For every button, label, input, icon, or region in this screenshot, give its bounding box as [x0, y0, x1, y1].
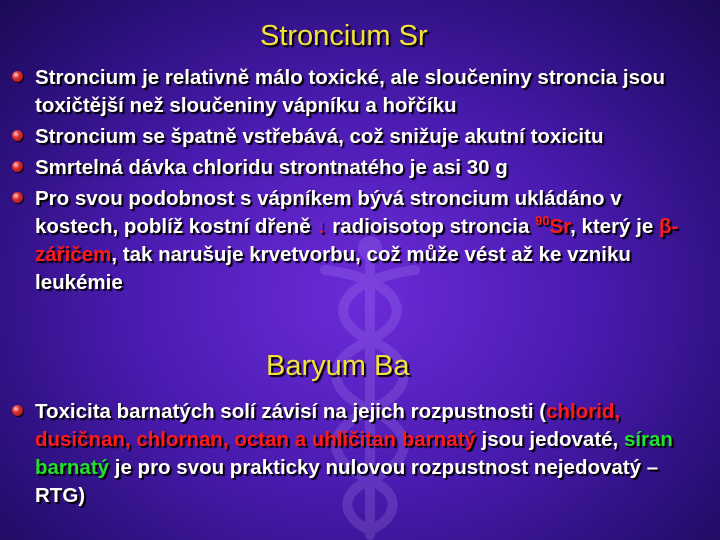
title-strontium: Stroncium Sr	[260, 20, 428, 52]
strontium-point-4-d: , který je	[570, 215, 659, 238]
bullet-icon	[12, 192, 23, 203]
bullet-icon	[12, 130, 23, 141]
beta-emitter-term: β-zářičem	[35, 215, 679, 266]
barium-point-a: Toxicita barnatých solí závisí na jejich rozpustnosti (	[35, 400, 547, 423]
strontium-point-4-b: radioisotop stroncia	[326, 215, 536, 238]
strontium-point-2: Stroncium se špatně vstřebává, což snižuje akutní toxicitu	[35, 125, 604, 148]
bullet-icon	[12, 405, 23, 416]
barium-sulfate: síran barnatý	[35, 428, 673, 479]
list-item	[0, 398, 680, 510]
down-arrow-icon: ↓	[316, 215, 327, 238]
toxic-salts: chlorid, dusičnan, chlornan, octan a uhličitan barnatý	[35, 400, 621, 451]
barium-point-c: je pro svou prakticky nulovou rozpustnost nejedovatý – RTG)	[35, 456, 659, 507]
title-barium: Baryum Ba	[266, 350, 410, 382]
strontium-point-4-e: , tak narušuje krvetvorbu, což může vést až ke vzniku leukémie	[35, 243, 631, 294]
isotope-symbol: Sr	[549, 215, 571, 238]
barium-list	[0, 398, 680, 513]
bullet-icon	[12, 161, 23, 172]
strontium-point-4-a: Pro svou podobnost s vápníkem bývá stroncium ukládáno v kostech, poblíž kostní dřeně	[35, 187, 622, 238]
strontium-list	[0, 64, 680, 300]
list-item	[0, 64, 680, 120]
list-item	[0, 154, 680, 182]
isotope-mass-number: 90	[535, 213, 550, 229]
strontium-point-3: Smrtelná dávka chloridu strontnatého je asi 30 g	[35, 156, 508, 179]
barium-point-b: jsou jedovaté,	[475, 428, 624, 451]
bullet-icon	[12, 71, 23, 82]
strontium-point-1: Stroncium je relativně málo toxické, ale sloučeniny stroncia jsou toxičtější než sloučeniny vápníku a hořčíku	[35, 66, 666, 117]
list-item	[0, 123, 680, 151]
list-item	[0, 185, 680, 297]
